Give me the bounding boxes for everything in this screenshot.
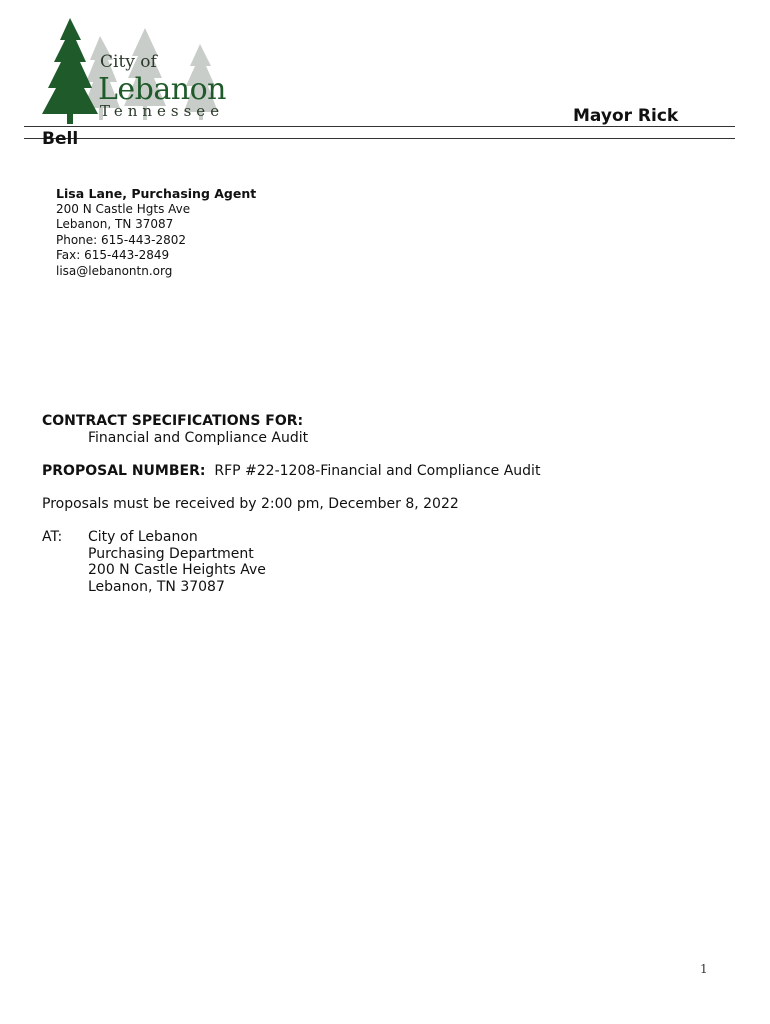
logo-text-tennessee: Tennessee <box>100 102 225 120</box>
contact-name: Lisa Lane, Purchasing Agent <box>56 186 257 201</box>
header-rule-top <box>24 126 735 127</box>
contact-address: 200 N Castle Hgts Ave <box>56 201 191 216</box>
spec-heading: CONTRACT SPECIFICATIONS FOR: <box>42 413 304 429</box>
proposal-value: RFP #22-1208-Financial and Compliance Audit <box>214 463 541 479</box>
contact-fax: Fax: 615-443-2849 <box>56 248 170 262</box>
at-line: Lebanon, TN 37087 <box>88 578 225 595</box>
contact-phone: Phone: 615-443-2802 <box>56 232 187 247</box>
deadline-line: Proposals must be received by 2:00 pm, December 8, 2022 <box>42 496 459 512</box>
logo-text-city: City of <box>100 52 157 72</box>
spec-subject: Financial and Compliance Audit <box>88 429 309 446</box>
at-line: City of Lebanon <box>88 529 198 545</box>
contact-email: lisa@lebanontn.org <box>56 263 173 278</box>
at-line: Purchasing Department <box>88 545 254 562</box>
logo-text-lebanon: Lebanon <box>98 72 226 107</box>
proposal-label: PROPOSAL NUMBER: <box>42 463 206 479</box>
at-address-block <box>88 529 266 595</box>
mayor-name-line2: Bell <box>42 129 79 149</box>
contact-block <box>56 186 256 279</box>
city-logo <box>40 16 230 128</box>
spec-heading-block <box>42 413 308 446</box>
contact-city: Lebanon, TN 37087 <box>56 217 174 231</box>
page-number: 1 <box>700 962 708 976</box>
at-line: 200 N Castle Heights Ave <box>88 562 266 578</box>
at-label: AT: <box>42 529 63 545</box>
proposal-line <box>42 463 540 480</box>
mayor-name-line1: Mayor Rick <box>573 106 679 126</box>
header-rule-bottom <box>24 138 735 139</box>
